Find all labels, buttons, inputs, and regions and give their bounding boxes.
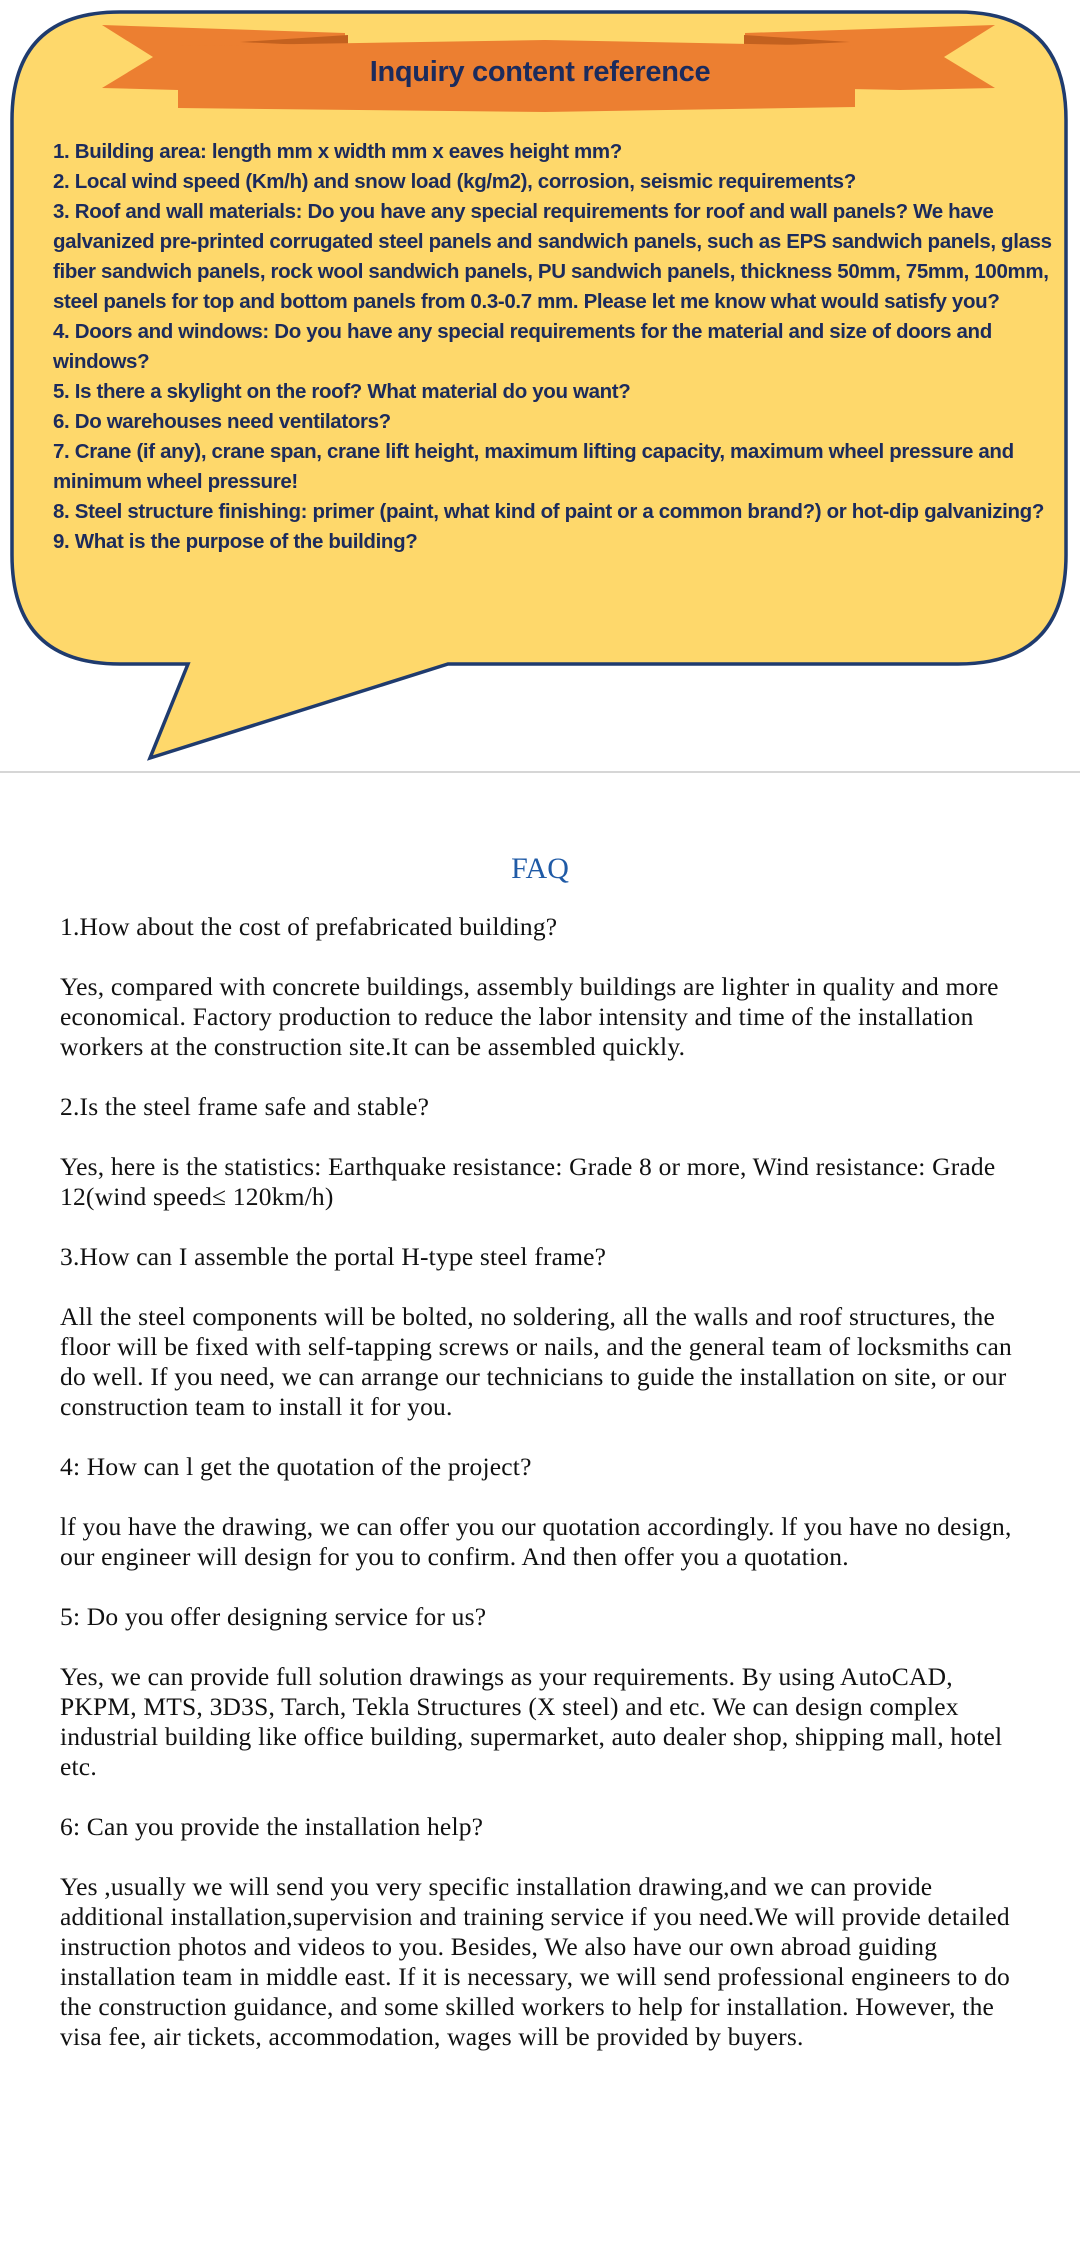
faq-list — [60, 912, 1020, 2082]
faq-entry — [60, 1092, 1020, 1212]
inquiry-item: 3. Roof and wall materials: Do you have any special requirements for roof and wall panels? We have galvanized pre-printed corrugated steel panels and sandwich panels, such as EPS sandwich panels, glass fiber sandwich panels, rock wool sandwich panels, PU sandwich panels, thickness 50mm, 75mm, 100mm, steel panels for top and bottom panels from 0.3-0.7 mm. Please let me know what would satisfy you? — [53, 200, 1052, 313]
faq-title: FAQ — [511, 852, 569, 885]
faq-answer: Yes, here is the statistics: Earthquake resistance: Grade 8 or more, Wind resistance: Grade 12(wind speed≤ 120km/h) — [60, 1152, 996, 1211]
inquiry-item: 1. Building area: length mm x width mm x eaves height mm? — [53, 140, 622, 163]
faq-answer: Yes, we can provide full solution drawings as your requirements. By using AutoCAD, PKPM, MTS, 3D3S, Tarch, Tekla Structures (X steel) and etc. We can design complex industrial building like office building, supermarket, auto dealer shop, shipping mall, hotel etc. — [60, 1662, 1003, 1781]
faq-entry — [60, 1812, 1020, 2052]
inquiry-item: 5. Is there a skylight on the roof? What material do you want? — [53, 380, 631, 403]
inquiry-item: 6. Do warehouses need ventilators? — [53, 410, 391, 433]
inquiry-item: 7. Crane (if any), crane span, crane lift height, maximum lifting capacity, maximum wheel pressure and minimum wheel pressure! — [53, 440, 1014, 493]
faq-question: 6: Can you provide the installation help? — [60, 1812, 484, 1841]
inquiry-title: Inquiry content reference — [369, 56, 711, 88]
faq-answer: All the steel components will be bolted, no soldering, all the walls and roof structures, the floor will be fixed with self-tapping screws or nails, and the general team of locksmiths can do well. If you need, we can arrange our technicians to guide the installation on site, or our construction team to install it for you. — [60, 1302, 1012, 1421]
faq-entry — [60, 1452, 1020, 1572]
inquiry-list — [53, 137, 1053, 557]
faq-question: 2.Is the steel frame safe and stable? — [60, 1092, 430, 1121]
faq-answer: Yes ,usually we will send you very specific installation drawing,and we can provide additional installation,supervision and training service if you need.We will provide detailed instruction photos and videos to you. Besides, We also have our own abroad guiding installation team in middle east. If it is necessary, we will send professional engineers to do the construction guidance, and some skilled workers to help for installation. However, the visa fee, air tickets, accommodation, wages will be provided by buyers. — [60, 1872, 1010, 2051]
faq-question: 4: How can l get the quotation of the project? — [60, 1452, 532, 1481]
faq-answer: lf you have the drawing, we can offer you our quotation accordingly. lf you have no design, our engineer will design for you to confirm. And then offer you a quotation. — [60, 1512, 1012, 1571]
inquiry-item: 9. What is the purpose of the building? — [53, 530, 418, 553]
faq-question: 5: Do you offer designing service for us? — [60, 1602, 487, 1631]
inquiry-item: 4. Doors and windows: Do you have any special requirements for the material and size of doors and windows? — [53, 320, 992, 373]
section-divider — [0, 771, 1080, 773]
faq-question: 3.How can I assemble the portal H-type steel frame? — [60, 1242, 607, 1271]
inquiry-speech-bubble — [0, 0, 1080, 770]
faq-entry — [60, 1602, 1020, 1782]
faq-answer: Yes, compared with concrete buildings, assembly buildings are lighter in quality and more economical. Factory production to reduce the labor intensity and time of the installation workers at the construction site.It can be assembled quickly. — [60, 972, 999, 1061]
faq-entry — [60, 912, 1020, 1062]
faq-entry — [60, 1242, 1020, 1422]
inquiry-item: 8. Steel structure finishing: primer (paint, what kind of paint or a common brand?) or hot-dip galvanizing? — [53, 500, 1045, 523]
faq-question: 1.How about the cost of prefabricated building? — [60, 912, 558, 941]
inquiry-item: 2. Local wind speed (Km/h) and snow load (kg/m2), corrosion, seismic requirements? — [53, 170, 856, 193]
